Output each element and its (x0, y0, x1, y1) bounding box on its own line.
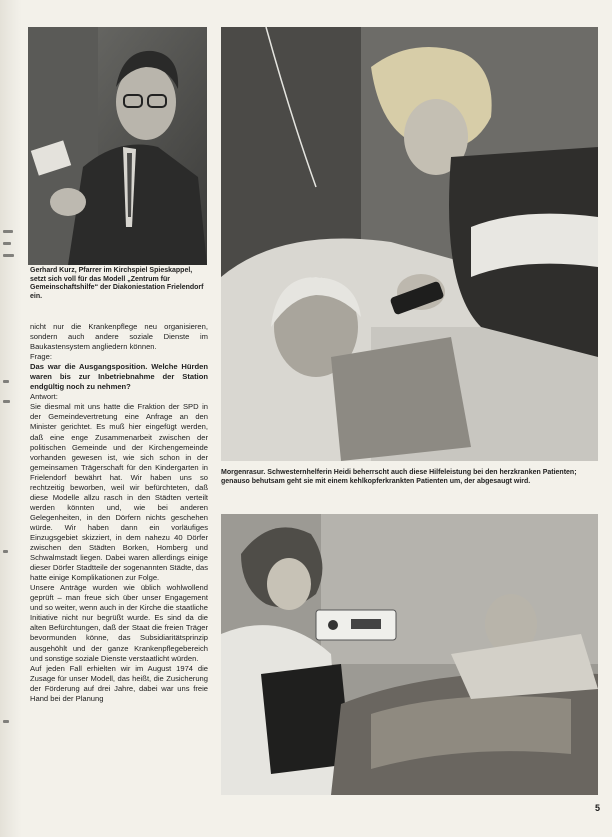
article-column (30, 322, 208, 704)
portrait-caption: Gerhard Kurz, Pfarrer im Kirchspiel Spieskappel, setzt sich voll für das Modell „Zentrum für Gemeinschaftshilfe“ der Diakoniestation Frielendorf ein. (30, 267, 204, 300)
answer-paragraph-3: Auf jeden Fall erhielten wir im August 1974 die Zusage für unser Modell, das heißt, die Zusicherung der Förderung auf drei Jahre, dabei war uns freie Hand bei der Planung (30, 663, 208, 703)
article-intro: nicht nur die Krankenpflege neu organisieren, sondern auch andere soziale Dienste im Baukastensystem angliedern können. (30, 322, 208, 352)
nurse-shaving-photo (221, 27, 598, 461)
suction-photo (221, 514, 598, 795)
question-label: Frage: (30, 352, 52, 362)
nurse-shaving-caption: Morgenrasur. Schwesternhelferin Heidi beherrscht auch diese Hilfeleistung bei den herzkranken Patienten; genauso behutsam geht sie mit einem kehlkopferkrankten Patienten um, der abgesaugt wird. (221, 469, 577, 485)
answer-paragraph-1: Sie diesmal mit uns hatte die Fraktion der SPD in der Gemeindevertretung eine Anfrage an den Minister gerichtet. Es muß hier eingefügt werden, daß eine enge Zusammenarbeit zwischen der politischen Gemeinde und der Kirchengemeinde vorhanden gewesen ist, wie sich schon in der gemeinsamen Trägerschaft für den Kindergarten in Frielendorf bewährt hat. Wir haben uns so rechtzeitig beworben, weil wir befürchteten, daß diese Modelle allzu rasch in den Städten verteilt werden könnten und, wie bei anderen Gelegenheiten, in den Dörfern nichts geschehen würde. Wir haben dann ein vorläufiges Einzugsgebiet skizziert, in dem nahezu 40 Dörfer zwischen den Städten Borken, Homberg und Schwalmstadt liegen. Dabei waren allerdings einige dieser Dörfer Stadtteile der sogenannten Städte, das hatte einige Komplikationen zur Folge. (30, 402, 208, 583)
page-gutter (0, 0, 22, 837)
answer-paragraph-2: Unsere Anträge wurden wie üblich wohlwollend geprüft – man freue sich über unser Engagement und so weiter, wenn auch in der Kirche die staatliche Initiative nicht nur begrüßt wurde. Es sind da die alten Befürchtungen, daß der Staat die freien Träger bevormunden könne, das Subsidiaritätsprinzip ausgehöhlt und der ganze Krankenpflegebereich und sonstige soziale Dienste verstaatlicht würden. (30, 583, 208, 663)
answer-label: Antwort: (30, 392, 58, 402)
page-number: 5 (594, 803, 600, 813)
question-text: Das war die Ausgangsposition. Welche Hürden waren bis zur Inbetriebnahme der Station endgültig noch zu nehmen? (30, 362, 208, 392)
portrait-photo (28, 27, 207, 265)
